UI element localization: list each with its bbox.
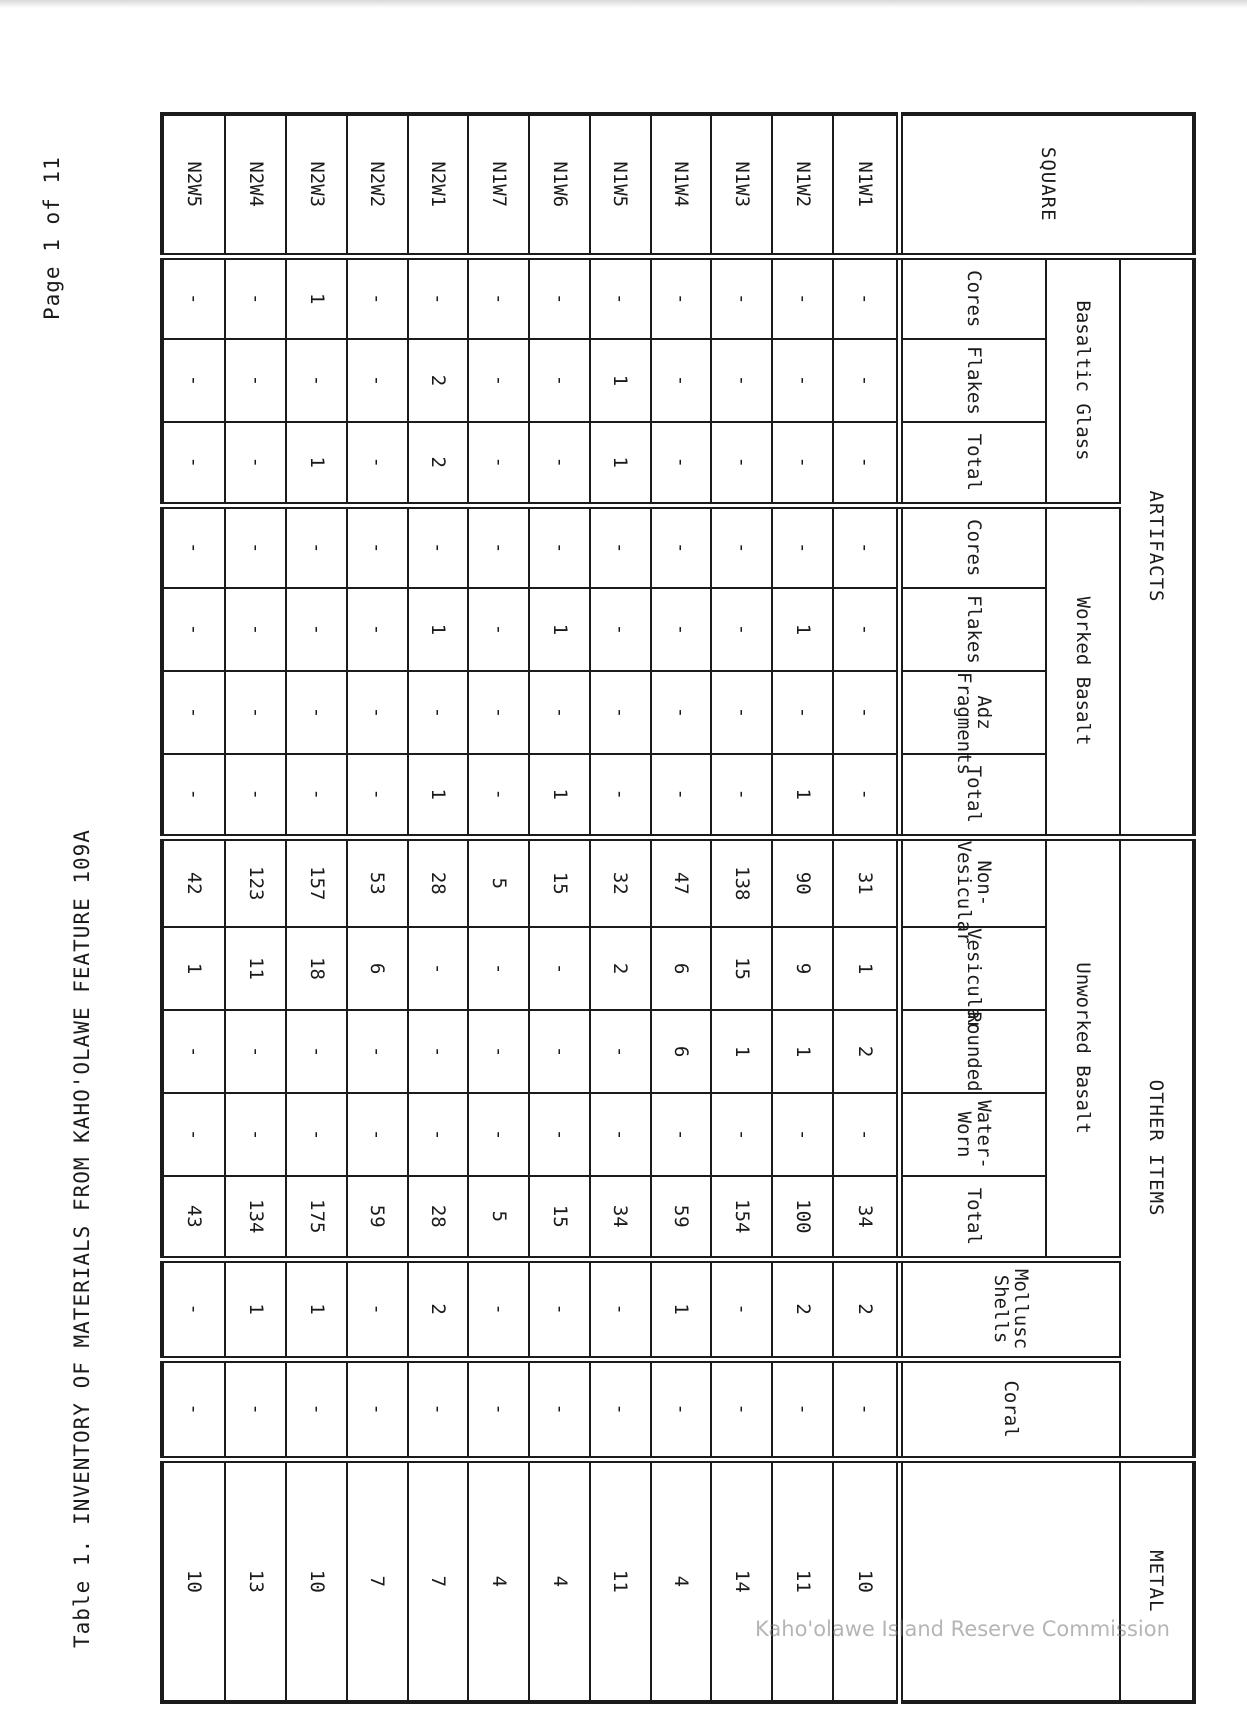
cell-ub-total: 154 [711, 1176, 772, 1259]
square-cell: N1W4 [651, 114, 712, 256]
scan-edge [0, 0, 1247, 8]
cell-bg-total: - [772, 422, 833, 505]
cell-metal: 10 [833, 1459, 900, 1702]
cell-ub-rounded: - [468, 1010, 529, 1093]
cell-ub-nonves: 90 [772, 837, 833, 927]
cell-mollusc: 1 [651, 1259, 712, 1359]
cell-wb-cores: - [833, 505, 900, 588]
cell-metal: 11 [590, 1459, 651, 1702]
cell-wb-adz: - [772, 671, 833, 754]
square-cell: N2W5 [162, 114, 225, 256]
cell-wb-flakes: 1 [772, 588, 833, 671]
square-cell: N2W2 [347, 114, 408, 256]
ub-nonvesicular-header: Non- Vesicular [900, 837, 1046, 927]
cell-metal: 7 [347, 1459, 408, 1702]
header-row-groups [1120, 114, 1194, 1702]
table-row [651, 114, 712, 1702]
cell-bg-flakes: - [286, 339, 347, 422]
table-row [529, 114, 590, 1702]
cell-wb-flakes: - [590, 588, 651, 671]
cell-mollusc: - [162, 1259, 225, 1359]
square-cell: N2W3 [286, 114, 347, 256]
table-row [286, 114, 347, 1702]
square-cell: N1W1 [833, 114, 900, 256]
cell-wb-flakes: - [225, 588, 286, 671]
table-number: Table 1. [70, 1538, 94, 1648]
cell-bg-cores: - [772, 256, 833, 339]
cell-metal: 7 [408, 1459, 469, 1702]
cell-wb-cores: - [468, 505, 529, 588]
table-row [590, 114, 651, 1702]
coral-header: Coral [900, 1359, 1120, 1459]
cell-coral: - [590, 1359, 651, 1459]
cell-metal: 4 [651, 1459, 712, 1702]
table-row [225, 114, 286, 1702]
cell-wb-total: - [468, 754, 529, 837]
cell-wb-adz: - [225, 671, 286, 754]
cell-coral: - [772, 1359, 833, 1459]
cell-wb-total: - [711, 754, 772, 837]
cell-ub-total: 59 [347, 1176, 408, 1259]
square-cell: N1W2 [772, 114, 833, 256]
cell-coral: - [162, 1359, 225, 1459]
worked-basalt-header: Worked Basalt [1046, 505, 1120, 837]
cell-coral: - [286, 1359, 347, 1459]
cell-ub-water: - [772, 1093, 833, 1176]
table-caption [70, 829, 94, 1648]
other-items-header: OTHER ITEMS [1120, 837, 1194, 1459]
cell-ub-ves: 11 [225, 927, 286, 1010]
cell-wb-flakes: - [468, 588, 529, 671]
cell-ub-rounded: 6 [651, 1010, 712, 1093]
cell-ub-ves: 15 [711, 927, 772, 1010]
cell-mollusc: - [347, 1259, 408, 1359]
cell-ub-nonves: 123 [225, 837, 286, 927]
cell-mollusc: - [468, 1259, 529, 1359]
cell-ub-ves: - [468, 927, 529, 1010]
cell-wb-cores: - [162, 505, 225, 588]
cell-bg-total: - [162, 422, 225, 505]
table-row [347, 114, 408, 1702]
cell-ub-water: - [529, 1093, 590, 1176]
cell-wb-total: - [347, 754, 408, 837]
cell-mollusc: 1 [286, 1259, 347, 1359]
cell-metal: 11 [772, 1459, 833, 1702]
ub-rounded-header: Rounded [900, 1010, 1046, 1093]
cell-ub-total: 43 [162, 1176, 225, 1259]
cell-ub-total: 175 [286, 1176, 347, 1259]
cell-ub-water: - [651, 1093, 712, 1176]
cell-ub-water: - [833, 1093, 900, 1176]
cell-ub-nonves: 31 [833, 837, 900, 927]
cell-metal: 13 [225, 1459, 286, 1702]
cell-wb-adz: - [711, 671, 772, 754]
cell-ub-water: - [162, 1093, 225, 1176]
cell-metal: 4 [468, 1459, 529, 1702]
cell-wb-cores: - [286, 505, 347, 588]
cell-ub-total: 34 [590, 1176, 651, 1259]
mollusc-shells-header: Mollusc Shells [900, 1259, 1120, 1359]
square-header: SQUARE [900, 114, 1194, 256]
cell-wb-adz: - [833, 671, 900, 754]
cell-wb-adz: - [529, 671, 590, 754]
cell-bg-cores: - [347, 256, 408, 339]
cell-ub-total: 100 [772, 1176, 833, 1259]
cell-bg-total: - [347, 422, 408, 505]
cell-bg-flakes: - [711, 339, 772, 422]
cell-bg-cores: - [833, 256, 900, 339]
cell-ub-ves: 1 [833, 927, 900, 1010]
cell-ub-rounded: 2 [833, 1010, 900, 1093]
cell-ub-rounded: - [590, 1010, 651, 1093]
cell-ub-nonves: 42 [162, 837, 225, 927]
cell-bg-cores: - [468, 256, 529, 339]
cell-coral: - [711, 1359, 772, 1459]
cell-bg-cores: - [711, 256, 772, 339]
cell-mollusc: - [529, 1259, 590, 1359]
cell-wb-flakes: - [711, 588, 772, 671]
cell-bg-flakes: - [651, 339, 712, 422]
cell-ub-rounded: - [347, 1010, 408, 1093]
wb-adz-fragments-header: Adz Fragments [900, 671, 1046, 754]
cell-bg-cores: - [590, 256, 651, 339]
cell-wb-total: - [162, 754, 225, 837]
cell-ub-total: 28 [408, 1176, 469, 1259]
cell-ub-water: - [711, 1093, 772, 1176]
cell-metal: 14 [711, 1459, 772, 1702]
cell-ub-water: - [408, 1093, 469, 1176]
cell-bg-total: - [225, 422, 286, 505]
artifacts-header: ARTIFACTS [1120, 256, 1194, 837]
cell-bg-flakes: - [772, 339, 833, 422]
cell-ub-total: 5 [468, 1176, 529, 1259]
cell-wb-total: 1 [408, 754, 469, 837]
page-number: Page 1 of 11 [40, 156, 64, 320]
ub-total-header: Total [900, 1176, 1046, 1259]
table-row [408, 114, 469, 1702]
cell-bg-cores: - [651, 256, 712, 339]
cell-ub-rounded: - [286, 1010, 347, 1093]
cell-bg-flakes: - [529, 339, 590, 422]
cell-wb-total: 1 [529, 754, 590, 837]
inventory-table-rotated [160, 112, 1196, 1702]
cell-wb-total: 1 [772, 754, 833, 837]
cell-ub-nonves: 28 [408, 837, 469, 927]
table-title: INVENTORY OF MATERIALS FROM KAHO'OLAWE FEATURE 109A [70, 829, 94, 1525]
cell-wb-flakes: - [347, 588, 408, 671]
cell-wb-cores: - [590, 505, 651, 588]
ub-waterworn-header: Water- Worn [900, 1093, 1046, 1176]
cell-ub-ves: 2 [590, 927, 651, 1010]
cell-coral: - [347, 1359, 408, 1459]
square-cell: N1W3 [711, 114, 772, 256]
cell-bg-cores: - [408, 256, 469, 339]
cell-bg-total: - [468, 422, 529, 505]
ub-vesicular-header: Vesicular [900, 927, 1046, 1010]
cell-wb-total: - [286, 754, 347, 837]
cell-ub-water: - [468, 1093, 529, 1176]
cell-bg-cores: - [225, 256, 286, 339]
cell-ub-water: - [225, 1093, 286, 1176]
cell-bg-total: - [833, 422, 900, 505]
table-row [162, 114, 225, 1702]
square-cell: N2W1 [408, 114, 469, 256]
cell-bg-cores: - [529, 256, 590, 339]
cell-wb-flakes: 1 [529, 588, 590, 671]
cell-ub-ves: 18 [286, 927, 347, 1010]
cell-wb-adz: - [347, 671, 408, 754]
cell-ub-rounded: 1 [711, 1010, 772, 1093]
bg-flakes-header: Flakes [900, 339, 1046, 422]
wb-flakes-header: Flakes [900, 588, 1046, 671]
cell-ub-total: 15 [529, 1176, 590, 1259]
cell-bg-total: 1 [286, 422, 347, 505]
cell-ub-total: 134 [225, 1176, 286, 1259]
cell-metal: 10 [286, 1459, 347, 1702]
cell-ub-nonves: 15 [529, 837, 590, 927]
cell-wb-flakes: - [286, 588, 347, 671]
cell-bg-total: - [651, 422, 712, 505]
square-cell: N1W7 [468, 114, 529, 256]
cell-bg-cores: - [162, 256, 225, 339]
cell-mollusc: - [590, 1259, 651, 1359]
cell-coral: - [651, 1359, 712, 1459]
cell-wb-cores: - [347, 505, 408, 588]
cell-ub-rounded: - [529, 1010, 590, 1093]
cell-coral: - [225, 1359, 286, 1459]
cell-ub-nonves: 138 [711, 837, 772, 927]
square-cell: N1W5 [590, 114, 651, 256]
cell-metal: 10 [162, 1459, 225, 1702]
unworked-basalt-header: Unworked Basalt [1046, 837, 1120, 1259]
cell-ub-nonves: 53 [347, 837, 408, 927]
table-row [711, 114, 772, 1702]
cell-ub-water: - [286, 1093, 347, 1176]
cell-bg-cores: 1 [286, 256, 347, 339]
cell-bg-flakes: - [347, 339, 408, 422]
cell-wb-cores: - [529, 505, 590, 588]
metal-header: METAL [1120, 1459, 1194, 1702]
cell-coral: - [833, 1359, 900, 1459]
header-row-subgroups [1046, 114, 1120, 1702]
cell-wb-total: - [225, 754, 286, 837]
cell-ub-ves: 6 [651, 927, 712, 1010]
cell-wb-flakes: 1 [408, 588, 469, 671]
cell-bg-total: 2 [408, 422, 469, 505]
cell-coral: - [408, 1359, 469, 1459]
cell-ub-ves: - [408, 927, 469, 1010]
cell-wb-flakes: - [833, 588, 900, 671]
cell-wb-flakes: - [651, 588, 712, 671]
cell-mollusc: 2 [833, 1259, 900, 1359]
square-cell: N2W4 [225, 114, 286, 256]
cell-bg-flakes: 2 [408, 339, 469, 422]
inventory-table [160, 112, 1196, 1704]
cell-wb-cores: - [408, 505, 469, 588]
cell-wb-adz: - [286, 671, 347, 754]
cell-wb-adz: - [408, 671, 469, 754]
cell-ub-total: 59 [651, 1176, 712, 1259]
watermark: Kaho'olawe Island Reserve Commission [755, 1617, 1170, 1641]
wb-total-header: Total [900, 754, 1046, 837]
cell-wb-flakes: - [162, 588, 225, 671]
cell-ub-ves: 1 [162, 927, 225, 1010]
cell-ub-ves: 6 [347, 927, 408, 1010]
cell-wb-cores: - [225, 505, 286, 588]
cell-bg-flakes: 1 [590, 339, 651, 422]
bg-total-header: Total [900, 422, 1046, 505]
cell-ub-nonves: 32 [590, 837, 651, 927]
cell-ub-rounded: - [162, 1010, 225, 1093]
cell-ub-nonves: 5 [468, 837, 529, 927]
cell-ub-water: - [347, 1093, 408, 1176]
cell-bg-flakes: - [162, 339, 225, 422]
cell-bg-total: - [529, 422, 590, 505]
cell-bg-flakes: - [468, 339, 529, 422]
cell-ub-rounded: - [408, 1010, 469, 1093]
table-body [162, 114, 1194, 1702]
bg-cores-header: Cores [900, 256, 1046, 339]
cell-mollusc: 1 [225, 1259, 286, 1359]
cell-wb-adz: - [651, 671, 712, 754]
cell-coral: - [529, 1359, 590, 1459]
cell-mollusc: - [711, 1259, 772, 1359]
cell-wb-cores: - [711, 505, 772, 588]
cell-wb-cores: - [651, 505, 712, 588]
cell-bg-flakes: - [833, 339, 900, 422]
square-cell: N1W6 [529, 114, 590, 256]
cell-mollusc: 2 [408, 1259, 469, 1359]
table-row [833, 114, 900, 1702]
cell-ub-rounded: - [225, 1010, 286, 1093]
table-row [772, 114, 833, 1702]
metal-blank-header [900, 1459, 1120, 1702]
cell-bg-flakes: - [225, 339, 286, 422]
cell-ub-total: 34 [833, 1176, 900, 1259]
cell-wb-total: - [833, 754, 900, 837]
cell-metal: 4 [529, 1459, 590, 1702]
basaltic-glass-header: Basaltic Glass [1046, 256, 1120, 505]
cell-wb-total: - [590, 754, 651, 837]
cell-bg-total: 1 [590, 422, 651, 505]
cell-ub-water: - [590, 1093, 651, 1176]
cell-ub-nonves: 157 [286, 837, 347, 927]
cell-bg-total: - [711, 422, 772, 505]
cell-wb-adz: - [162, 671, 225, 754]
cell-ub-rounded: 1 [772, 1010, 833, 1093]
wb-cores-header: Cores [900, 505, 1046, 588]
cell-ub-ves: - [529, 927, 590, 1010]
table-row [468, 114, 529, 1702]
cell-wb-total: - [651, 754, 712, 837]
cell-mollusc: 2 [772, 1259, 833, 1359]
cell-coral: - [468, 1359, 529, 1459]
cell-wb-cores: - [772, 505, 833, 588]
cell-wb-adz: - [590, 671, 651, 754]
cell-wb-adz: - [468, 671, 529, 754]
cell-ub-nonves: 47 [651, 837, 712, 927]
cell-ub-ves: 9 [772, 927, 833, 1010]
